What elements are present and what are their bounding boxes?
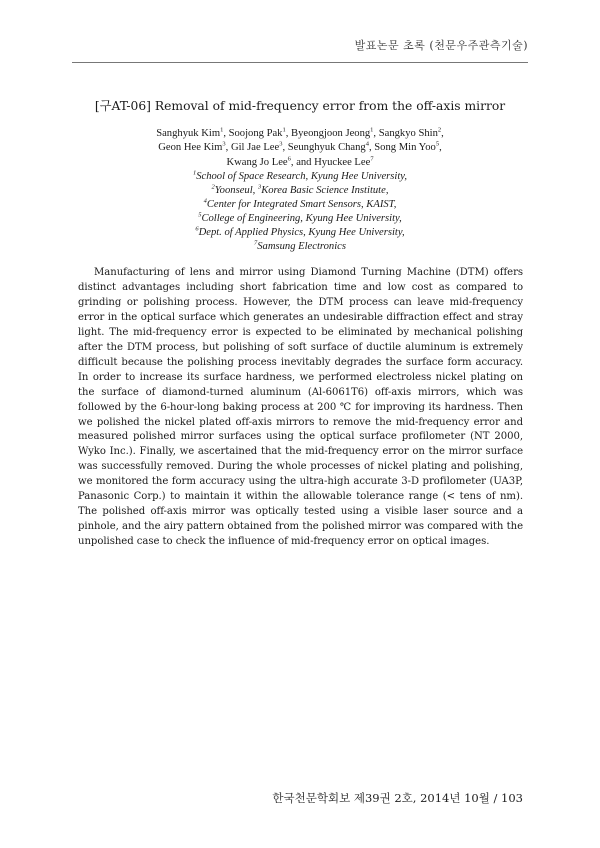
- affiliation-line: [0, 226, 600, 240]
- author-name: [288, 142, 369, 153]
- affiliation-text: College of Engineering, Kyung Hee University,: [201, 213, 402, 225]
- affiliation-text: Korea Basic Science Institute,: [261, 185, 389, 197]
- author-name-text: Sangkyo Shin: [378, 128, 438, 139]
- author-line: [158, 142, 441, 153]
- affiliation-line: [0, 170, 600, 184]
- affiliation-marker: 4: [203, 197, 207, 205]
- author-name-text: Byeongjoon Jeong: [291, 128, 371, 139]
- affiliation-marker: 2: [211, 183, 215, 191]
- author-name: [158, 142, 225, 153]
- affiliation-marker: 1: [192, 169, 197, 177]
- affiliation-marker: 3: [257, 183, 262, 191]
- author-line: [156, 128, 444, 139]
- author-name: [291, 128, 373, 139]
- paper-title: [구AT-06] Removal of mid-frequency error from the off-axis mirror: [94, 99, 506, 113]
- author-name: [314, 157, 373, 168]
- abstract-body: Manufacturing of lens and mirror using Diamond Turning Machine (DTM) offers distinct advantages including short fabrication time and low cost as compared to grinding or polishing process. However, the DTM process can leave mid-frequency error in the optical surface which generates an undesirable diffraction effect and stray light. The mid-frequency error is expected to be eliminated by mechanical polishing after the DTM process, but polishing of soft surface of ductile aluminum is extremely difficult because the polishing process inevitably degrades the surface form accuracy. In order to increase its surface hardness, we performed electroless nickel plating on the surface of diamond-turned aluminum (Al-6061T6) off-axis mirrors, which was followed by the 6-hour-long baking process at 200 ℃ for improving its hardness. Then we polished the nickel plated off-axis mirrors to remove the mid-frequency error and measured polished mirror surfaces using the optical surface profilometer (NT 2000, Wyko Inc.). Finally, we ascertained that the mid-frequency error on the mirror surface was successfully removed. During the whole processes of nickel plating and polishing, we monitored the form accuracy using the ultra-high accurate 3-D profilometer (UA3P, Panasonic Corp.) to maintain it within the allowable tolerance range (< tens of nm). The polished off-axis mirror was optically tested using a visible laser source and a pinhole, and the airy pattern obtained from the polished mirror was compared with the unpolished case to check the influence of mid-frequency error on optical images.: [78, 267, 523, 548]
- author-separator: ,: [223, 128, 229, 139]
- author-separator: ,: [285, 128, 292, 139]
- author-name-text: Song Min Yoo: [374, 142, 436, 154]
- author-separator: , and: [290, 156, 315, 168]
- author-name-text: Sanghyuk Kim: [156, 128, 221, 139]
- affiliation-marker: 7: [253, 239, 258, 247]
- affiliation-marker: 1: [282, 126, 286, 134]
- affiliation-marker: 2: [437, 126, 442, 134]
- running-head: 발표논문 초록 (천문우주관측기술): [354, 39, 528, 52]
- author-name: [231, 142, 283, 153]
- author-name-text: Geon Hee Kim: [158, 142, 223, 154]
- affiliation-marker: 3: [222, 140, 226, 148]
- affiliation-text: Samsung Electronics: [257, 241, 346, 253]
- author-name-text: Gil Jae Lee: [230, 142, 280, 154]
- affiliation-marker: 1: [370, 126, 374, 134]
- author-name: [229, 128, 286, 139]
- author-separator: ,: [373, 128, 379, 139]
- author-separator: ,: [441, 128, 444, 139]
- author-name: [374, 142, 439, 153]
- affiliation-marker: 6: [287, 155, 291, 163]
- affiliation-marker: 3: [279, 140, 283, 148]
- affiliation-text: Center for Integrated Smart Sensors, KAIST,: [206, 199, 397, 211]
- author-name: [226, 157, 290, 168]
- affiliation-marker: 5: [198, 211, 202, 219]
- affiliation-line: [0, 240, 600, 254]
- affiliation-marker: 5: [435, 140, 440, 148]
- affiliation-marker: 7: [370, 155, 374, 163]
- affiliation-text: Dept. of Applied Physics, Kyung Hee University,: [198, 227, 405, 239]
- affiliation-list: [0, 170, 600, 255]
- affiliation-marker: 1: [220, 126, 224, 134]
- author-separator: ,: [282, 142, 288, 154]
- author-name: [379, 128, 441, 139]
- author-separator: ,: [439, 142, 442, 154]
- page-footer: 한국천문학회보 제39권 2호, 2014년 10월 / 103: [272, 791, 523, 805]
- author-name-text: Soojong Pak: [228, 128, 283, 139]
- author-name-text: Hyuckee Lee: [314, 156, 371, 168]
- affiliation-marker: 4: [365, 140, 369, 148]
- author-separator: ,: [225, 142, 231, 154]
- affiliation-marker: 6: [195, 225, 199, 233]
- author-list: [0, 127, 600, 170]
- affiliation-line: [0, 212, 600, 226]
- author-separator: ,: [368, 142, 375, 154]
- author-name: [156, 128, 223, 139]
- affiliation-text: School of Space Research, Kyung Hee University,: [196, 171, 408, 182]
- header-rule: [72, 62, 528, 63]
- author-name-text: Seunghyuk Chang: [287, 142, 366, 154]
- author-name-text: Kwang Jo Lee: [226, 156, 288, 168]
- affiliation-line: [0, 198, 600, 212]
- author-line: [226, 157, 373, 168]
- affiliation-line: [0, 184, 600, 198]
- affiliation-text: Yoonseul,: [214, 185, 258, 197]
